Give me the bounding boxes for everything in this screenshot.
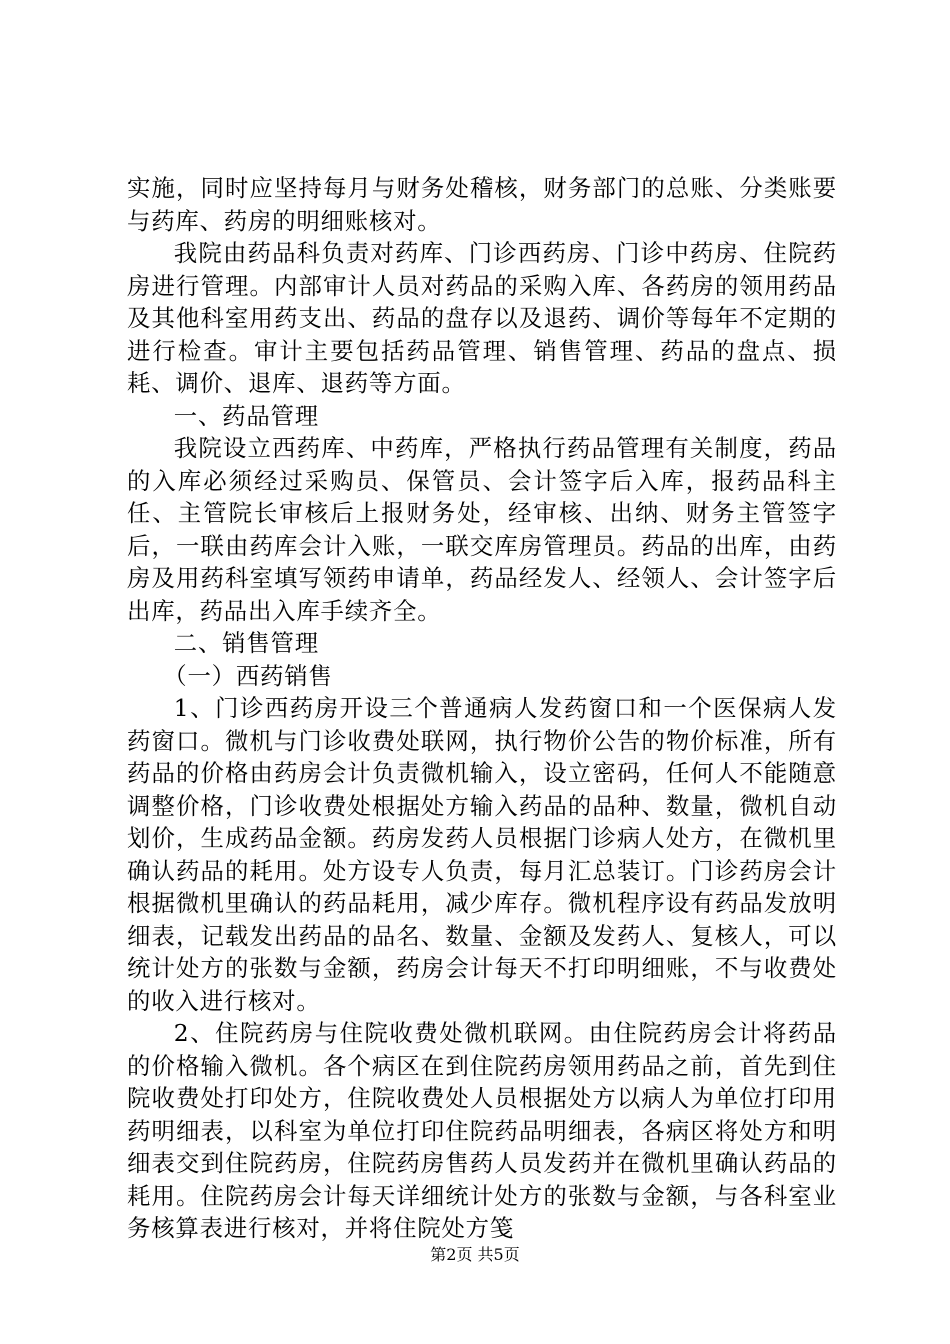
paragraph-intro: 我院由药品科负责对药库、门诊西药房、门诊中药房、住院药房进行管理。内部审计人员对药品的采购入库、各药房的领用药品及其他科室用药支出、药品的盘存以及退药、调价等每年不定期的进行检查。审计主要包括药品管理、销售管理、药品的盘点、损耗、调价、退库、退药等方面。 — [127, 239, 837, 397]
heading-sales-management: 二、销售管理 — [173, 629, 319, 657]
page-footer: 第2页 共5页 — [430, 1245, 520, 1264]
paragraph-inpatient-pharmacy: 2、住院药房与住院收费处微机联网。由住院药房会计将药品的价格输入微机。各个病区在到住院药房领用药品之前，首先到住院收费处打印处方，住院收费处人员根据处方以病人为单位打印用药明细表，以科室为单位打印住院药品明细表，各病区将处方和明细表交到住院药房，住院药房售药人员发药并在微机里确认药品的耗用。住院药房会计每天详细统计处方的张数与金额，与各科室业务核算表进行核对，并将住院处方笺 — [127, 1019, 837, 1242]
document-body — [127, 172, 837, 1245]
subheading-western-drug-sales: （一）西药销售 — [163, 661, 333, 690]
heading-drug-management: 一、药品管理 — [173, 401, 319, 430]
paragraph-drug-management: 我院设立西药库、中药库，严格执行药品管理有关制度，药品的入库必须经过采购员、保管员、会计签字后入库，报药品科主任、主管院长审核后上报财务处，经审核、出纳、财务主管签字后，一联由药库会计入账，一联交库房管理员。药品的出库，由药房及用药科室填写领药申请单，药品经发人、经领人、会计签字后出库，药品出入库手续齐全。 — [127, 434, 837, 625]
paragraph-outpatient-pharmacy: 1、门诊西药房开设三个普通病人发药窗口和一个医保病人发药窗口。微机与门诊收费处联网，执行物价公告的物价标准，所有药品的价格由药房会计负责微机输入，设立密码，任何人不能随意调整价格，门诊收费处根据处方输入药品的品种、数量，微机自动划价，生成药品金额。药房发药人员根据门诊病人处方，在微机里确认药品的耗用。处方设专人负责，每月汇总装订。门诊药房会计根据微机里确认的药品耗用，减少库存。微机程序设有药品发放明细表，记载发出药品的品名、数量、金额及发药人、复核人，可以统计处方的张数与金额，药房会计每天不打印明细账，不与收费处的收入进行核对。 — [127, 694, 837, 1015]
paragraph-continuation: 实施，同时应坚持每月与财务处稽核，财务部门的总账、分类账要与药库、药房的明细账核对。 — [127, 174, 837, 235]
